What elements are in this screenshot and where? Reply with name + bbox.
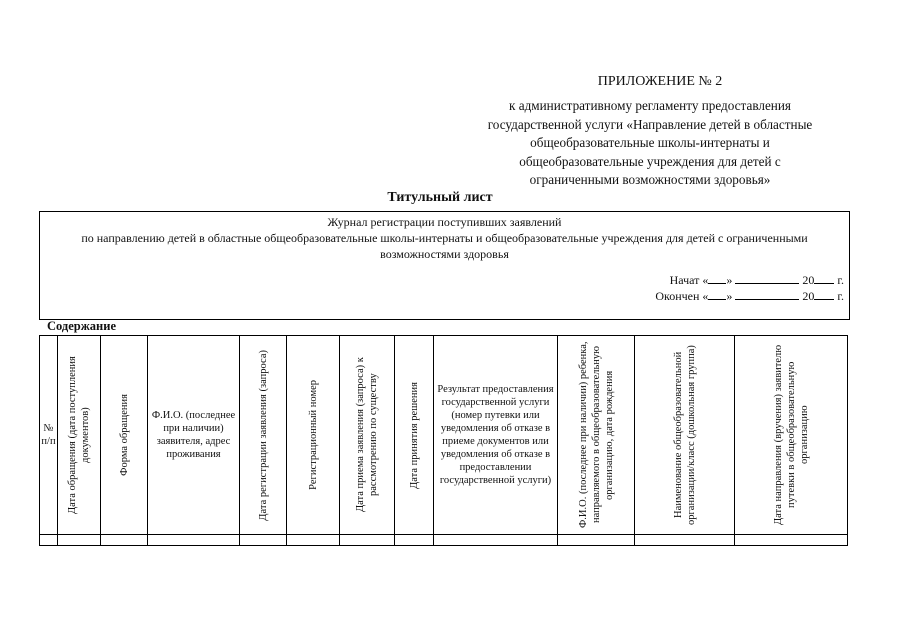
- col-registration-number: Регистрационный номер: [287, 336, 340, 535]
- title-sheet-heading: Титульный лист: [387, 190, 493, 205]
- col-appeal-date: Дата обращения (дата поступления документов): [58, 336, 101, 535]
- table-cell: [558, 535, 635, 546]
- appendix-subtitle-line: общеобразовательные учреждения для детей с: [519, 153, 781, 169]
- journal-end-line: [655, 289, 844, 304]
- table-row: [40, 535, 848, 546]
- col-service-result: Результат предоставления государственной услуги (номер путевки или уведомления об отказе в приеме документов или уведомления об отказе в предоставлении государственной услуги): [434, 336, 558, 535]
- table-cell: [735, 535, 848, 546]
- col-organization-name: Наименование общеобразовательной организации/класс (дошкольная группа): [635, 336, 735, 535]
- appendix-subtitle-line: ограниченными возможностями здоровья»: [529, 172, 771, 187]
- year-suffix: г.: [837, 289, 844, 303]
- journal-start-line: [670, 273, 844, 288]
- journal-box: [39, 211, 850, 320]
- year-suffix: г.: [837, 273, 844, 287]
- quote-close: »: [726, 289, 733, 303]
- day-blank: [708, 273, 726, 284]
- table-cell: [40, 535, 58, 546]
- col-appeal-form: Форма обращения: [101, 336, 148, 535]
- contents-label: Содержание: [47, 319, 117, 333]
- table-cell: [58, 535, 101, 546]
- year-prefix: 20: [802, 289, 815, 303]
- appendix-subtitle-line: общеобразовательные школы-интернаты и: [530, 135, 770, 150]
- col-child-name: Ф.И.О. (последнее при наличии) ребенка, направляемого в общеобразовательную организацию, дата рождения: [558, 336, 635, 535]
- year-blank: [814, 273, 834, 284]
- col-acceptance-date: Дата приема заявления (запроса) к рассмотрению по существу: [340, 336, 395, 535]
- journal-subtitle-line: по направлению детей в областные общеобразовательные школы-интернаты и общеобразовательные учреждения для детей с ограниченными: [81, 231, 808, 245]
- col-applicant-name: Ф.И.О. (последнее при наличии) заявителя, адрес проживания: [148, 336, 240, 535]
- journal-title: Журнал регистрации поступивших заявлений: [327, 215, 562, 229]
- quote-close: »: [726, 273, 733, 287]
- table-cell: [434, 535, 558, 546]
- register-table: [39, 335, 848, 546]
- col-decision-date: Дата принятия решения: [395, 336, 434, 535]
- table-cell: [148, 535, 240, 546]
- table-cell: [240, 535, 287, 546]
- header-row: [40, 336, 848, 535]
- end-label: Окончен «: [655, 289, 709, 303]
- day-blank: [708, 289, 726, 300]
- journal-subtitle: [46, 230, 843, 262]
- col-voucher-date: Дата направления (вручения) заявителю путевки в общеобразовательную организацию: [735, 336, 848, 535]
- col-registration-date: Дата регистрации заявления (запроса): [240, 336, 287, 535]
- year-blank: [814, 289, 834, 300]
- table-cell: [340, 535, 395, 546]
- table-cell: [395, 535, 434, 546]
- month-blank: [735, 289, 799, 300]
- table-cell: [287, 535, 340, 546]
- appendix-subtitle-line: государственной услуги «Направление детей в областные: [487, 116, 813, 132]
- table-cell: [635, 535, 735, 546]
- month-blank: [735, 273, 799, 284]
- appendix-title: ПРИЛОЖЕНИЕ № 2: [597, 74, 723, 89]
- appendix-subtitle-line: к административному регламенту предоставления: [509, 98, 791, 113]
- table-cell: [101, 535, 148, 546]
- journal-subtitle-line: возможностями здоровья: [380, 247, 509, 261]
- appendix-subtitle: [440, 97, 860, 190]
- col-number: № п/п: [40, 336, 58, 535]
- year-prefix: 20: [802, 273, 815, 287]
- start-label: Начат «: [669, 273, 709, 287]
